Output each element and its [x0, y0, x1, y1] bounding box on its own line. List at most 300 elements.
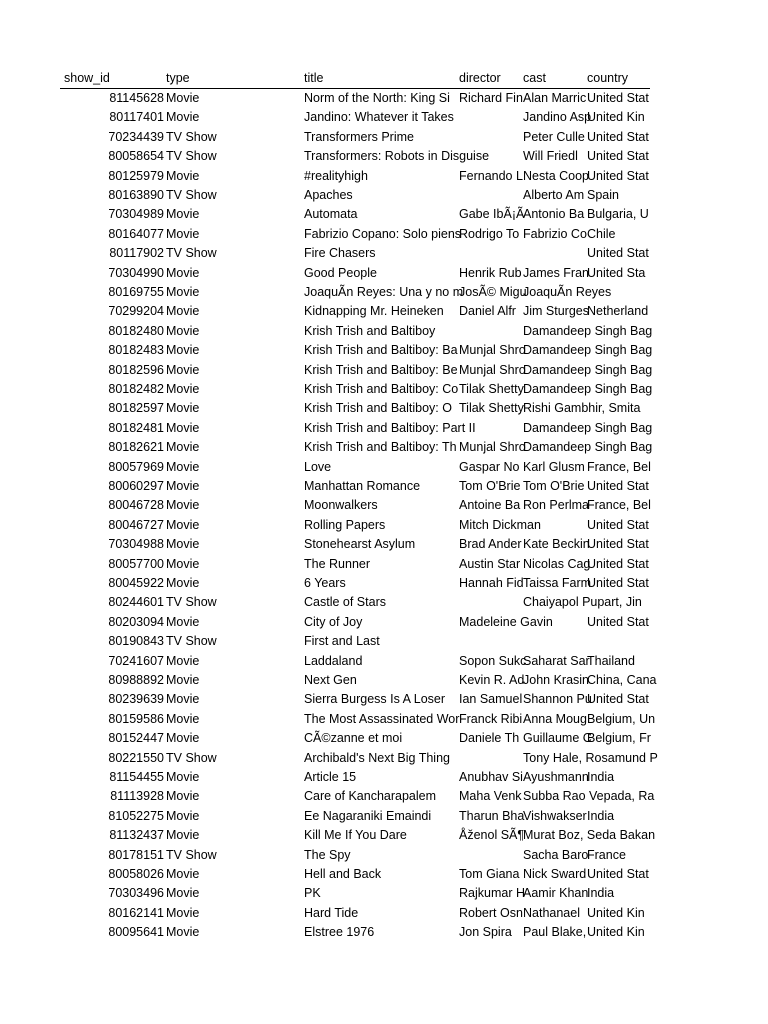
- cell-title[interactable]: Elstree 1976: [304, 925, 375, 940]
- cell-country[interactable]: United Stat: [587, 149, 649, 164]
- cell-title[interactable]: Good People: [304, 265, 377, 280]
- cell-type[interactable]: Movie: [166, 343, 200, 358]
- cell-cast[interactable]: Damandeep Singh Bag: [523, 382, 653, 396]
- cell-director[interactable]: Gaspar No: [459, 459, 520, 474]
- cell-title[interactable]: 6 Years: [304, 576, 346, 590]
- header-title[interactable]: title: [304, 71, 324, 85]
- table-row: [0, 496, 768, 515]
- cell-director[interactable]: [459, 593, 523, 612]
- cell-cast[interactable]: Subba Rao Vepada, Ra: [523, 789, 655, 804]
- cell-country[interactable]: Spain: [587, 188, 619, 202]
- cell-title[interactable]: Next Gen: [304, 673, 357, 687]
- cell-title[interactable]: PK: [304, 886, 321, 901]
- cell-title[interactable]: CÃ©zanne et moi: [304, 731, 403, 746]
- cell-cast[interactable]: [523, 516, 587, 535]
- cell-country[interactable]: United Kin: [587, 905, 645, 920]
- cell-type[interactable]: Movie: [166, 207, 200, 222]
- cell-country[interactable]: United Kin: [587, 925, 645, 940]
- cell-cast[interactable]: Aamir Khan: [523, 886, 589, 901]
- cell-show-id[interactable]: 70304990: [108, 265, 164, 280]
- cell-title[interactable]: The Runner: [304, 556, 371, 571]
- cell-country[interactable]: [587, 787, 650, 806]
- cell-cast[interactable]: Damandeep Singh Bag: [523, 343, 653, 358]
- cell-country[interactable]: [587, 341, 650, 360]
- cell-cast[interactable]: Guillaume C: [523, 731, 592, 746]
- header-row: [0, 69, 768, 88]
- cell-type[interactable]: Movie: [166, 770, 200, 784]
- cell-type[interactable]: Movie: [166, 673, 200, 687]
- table-row: [0, 613, 768, 632]
- cell-country[interactable]: India: [587, 886, 615, 901]
- table-row: [0, 399, 768, 418]
- cell-cast[interactable]: Chaiyapol Pupart, Jin: [523, 595, 642, 610]
- cell-cast[interactable]: Paul Blake,: [523, 925, 587, 940]
- cell-country[interactable]: United Stat: [587, 692, 649, 707]
- header-show-id[interactable]: show_id: [64, 71, 110, 85]
- table-row: [0, 128, 768, 147]
- cell-country[interactable]: India: [587, 808, 615, 823]
- cell-type[interactable]: Movie: [166, 362, 200, 377]
- cell-show-id[interactable]: 70304989: [108, 207, 164, 222]
- table-row: [0, 555, 768, 574]
- cell-show-id[interactable]: 80057969: [108, 459, 164, 474]
- cell-title[interactable]: Krish Trish and Baltiboy: Th: [304, 440, 457, 455]
- table-row: [0, 244, 768, 263]
- cell-cast[interactable]: James Fran: [523, 265, 589, 280]
- table-row: [0, 264, 768, 283]
- cell-cast[interactable]: John Krasin: [523, 673, 590, 687]
- cell-director[interactable]: Munjal Shro: [459, 362, 526, 377]
- cell-show-id[interactable]: 80178151: [108, 847, 164, 862]
- cell-cast[interactable]: Taissa Farm: [523, 576, 592, 590]
- cell-country[interactable]: [587, 283, 650, 302]
- table-row: [0, 787, 768, 806]
- cell-country[interactable]: France, Bel: [587, 498, 651, 513]
- cell-title[interactable]: Ee Nagaraniki Emaindi: [304, 808, 432, 823]
- cell-title[interactable]: Moonwalkers: [304, 498, 378, 513]
- cell-show-id[interactable]: 81145628: [109, 91, 164, 105]
- cell-show-id[interactable]: 80058654: [108, 149, 164, 164]
- cell-cast[interactable]: [523, 613, 587, 632]
- cell-show-id[interactable]: 80159586: [108, 711, 164, 726]
- table-row: [0, 477, 768, 496]
- cell-show-id[interactable]: 81154455: [109, 770, 164, 784]
- cell-cast[interactable]: Damandeep Singh Bag: [523, 440, 653, 455]
- cell-director[interactable]: Tom Giana: [459, 867, 520, 881]
- cell-cast[interactable]: Nicolas Cag: [523, 556, 591, 571]
- cell-cast[interactable]: Will Friedl: [523, 149, 578, 164]
- cell-title[interactable]: Krish Trish and Baltiboy: [304, 323, 436, 338]
- cell-title[interactable]: Fabrizio Copano: Solo piens: [304, 226, 462, 241]
- cell-title[interactable]: Manhattan Romance: [304, 479, 421, 493]
- cell-country[interactable]: United Stat: [587, 556, 649, 571]
- cell-type[interactable]: Movie: [166, 285, 200, 299]
- cell-country[interactable]: United Sta: [587, 265, 646, 280]
- cell-type[interactable]: TV Show: [166, 634, 217, 649]
- cell-cast[interactable]: Sacha Baro: [523, 847, 589, 862]
- cell-cast[interactable]: [523, 244, 587, 263]
- cell-director[interactable]: Tom O'Brie: [459, 479, 521, 493]
- cell-type[interactable]: Movie: [166, 828, 200, 843]
- cell-director[interactable]: Munjal Shro: [459, 440, 526, 455]
- cell-type[interactable]: Movie: [166, 382, 200, 396]
- cell-cast[interactable]: Peter Culle: [523, 129, 585, 144]
- table-row: [0, 89, 768, 108]
- cell-show-id[interactable]: 70241607: [108, 653, 164, 668]
- cell-cast[interactable]: Jim Sturges: [523, 304, 589, 319]
- cell-director[interactable]: Franck Ribi: [459, 711, 523, 726]
- cell-show-id[interactable]: 80190843: [108, 634, 164, 649]
- header-type[interactable]: type: [166, 71, 190, 85]
- cell-type[interactable]: Movie: [166, 420, 200, 435]
- cell-type[interactable]: TV Show: [166, 129, 217, 144]
- cell-type[interactable]: Movie: [166, 731, 200, 746]
- cell-show-id[interactable]: 81113928: [110, 789, 164, 804]
- table-row: [0, 341, 768, 360]
- table-row: [0, 690, 768, 709]
- cell-show-id[interactable]: 80182596: [108, 362, 164, 377]
- table-row: [0, 846, 768, 865]
- cell-director[interactable]: Anubhav Si: [459, 770, 523, 784]
- cell-country[interactable]: United Stat: [587, 168, 649, 183]
- cell-title[interactable]: Transformers Prime: [304, 129, 414, 144]
- cell-type[interactable]: Movie: [166, 692, 200, 707]
- cell-title[interactable]: Krish Trish and Baltiboy: O: [304, 401, 452, 416]
- cell-country[interactable]: China, Cana: [587, 673, 657, 687]
- cell-director[interactable]: Jon Spira: [459, 925, 512, 940]
- cell-cast[interactable]: Antonio Ba: [523, 207, 585, 222]
- cell-cast[interactable]: Damandeep Singh Bag: [523, 420, 653, 435]
- cell-type[interactable]: Movie: [166, 498, 200, 513]
- cell-type[interactable]: Movie: [166, 517, 200, 532]
- cell-country[interactable]: [587, 749, 650, 768]
- cell-show-id[interactable]: 80163890: [108, 188, 164, 202]
- cell-title[interactable]: Kill Me If You Dare: [304, 828, 407, 843]
- cell-show-id[interactable]: 80182480: [108, 323, 164, 338]
- cell-country[interactable]: France: [587, 847, 626, 862]
- cell-type[interactable]: Movie: [166, 653, 200, 668]
- cell-cast[interactable]: Kate Beckin: [523, 537, 590, 552]
- cell-country[interactable]: United Stat: [587, 479, 649, 493]
- cell-type[interactable]: TV Show: [166, 149, 217, 164]
- cell-director[interactable]: Brad Ander: [459, 537, 522, 552]
- cell-title[interactable]: Krish Trish and Baltiboy: Be: [304, 362, 458, 377]
- cell-show-id[interactable]: 70234439: [108, 129, 164, 144]
- cell-director[interactable]: Tilak Shetty: [459, 401, 524, 416]
- cell-cast[interactable]: Damandeep Singh Bag: [523, 323, 653, 338]
- cell-title[interactable]: Fire Chasers: [304, 246, 376, 261]
- cell-title[interactable]: Care of Kancharapalem: [304, 789, 437, 804]
- cell-cast[interactable]: Nathanael: [523, 905, 580, 920]
- cell-title[interactable]: Krish Trish and Baltiboy: Part II: [304, 420, 476, 435]
- cell-show-id[interactable]: 80164077: [108, 226, 164, 241]
- cell-director[interactable]: [459, 108, 523, 127]
- cell-type[interactable]: Movie: [166, 556, 200, 571]
- cell-show-id[interactable]: 80239639: [108, 692, 164, 707]
- cell-show-id[interactable]: 80046728: [108, 498, 164, 513]
- cell-show-id[interactable]: 80182483: [108, 343, 164, 358]
- cell-director[interactable]: Richard Fin: [459, 91, 523, 105]
- cell-show-id[interactable]: 80125979: [108, 168, 164, 183]
- cell-show-id[interactable]: 80057700: [108, 556, 164, 571]
- cell-director[interactable]: Mitch Dickman: [459, 517, 541, 532]
- cell-country[interactable]: United Stat: [587, 537, 649, 552]
- cell-country[interactable]: United Stat: [587, 246, 649, 261]
- cell-cast[interactable]: Fabrizio Co: [523, 226, 587, 241]
- header-country[interactable]: country: [587, 71, 628, 85]
- cell-title[interactable]: Transformers: Robots in Disguise: [304, 149, 490, 164]
- table-row: [0, 632, 768, 651]
- cell-director[interactable]: [459, 244, 523, 263]
- cell-country[interactable]: Belgium, Un: [587, 711, 656, 726]
- cell-country[interactable]: Thailand: [587, 653, 635, 668]
- cell-cast[interactable]: Ayushmann: [523, 770, 589, 784]
- cell-country[interactable]: [587, 322, 650, 341]
- cell-type[interactable]: Movie: [166, 711, 200, 726]
- cell-show-id[interactable]: 80169755: [108, 285, 164, 299]
- cell-cast[interactable]: Karl Glusm: [523, 459, 585, 474]
- cell-cast[interactable]: Alberto Am: [523, 188, 585, 202]
- cell-country[interactable]: Chile: [587, 226, 616, 241]
- cell-director[interactable]: JosÃ© Migu: [459, 285, 527, 299]
- cell-title[interactable]: #realityhigh: [304, 168, 368, 183]
- cell-cast[interactable]: Nesta Coop: [523, 168, 590, 183]
- cell-show-id[interactable]: 80182481: [108, 420, 164, 435]
- cell-director[interactable]: Tilak Shetty: [459, 382, 524, 396]
- cell-type[interactable]: TV Show: [166, 188, 217, 202]
- cell-type[interactable]: TV Show: [166, 847, 217, 862]
- cell-director[interactable]: Fernando L: [459, 168, 523, 183]
- cell-country[interactable]: [587, 399, 650, 418]
- table-row: [0, 710, 768, 729]
- cell-title[interactable]: City of Joy: [304, 614, 363, 629]
- cell-director[interactable]: [459, 632, 523, 651]
- cell-title[interactable]: Norm of the North: King Si: [304, 91, 450, 105]
- cell-cast[interactable]: JoaquÃn Reyes: [523, 285, 612, 299]
- cell-type[interactable]: TV Show: [166, 246, 217, 261]
- cell-type[interactable]: Movie: [166, 614, 200, 629]
- table-row: [0, 652, 768, 671]
- header-cast[interactable]: cast: [523, 71, 546, 85]
- cell-type[interactable]: Movie: [166, 808, 200, 823]
- cell-show-id[interactable]: 80095641: [108, 925, 164, 940]
- cell-show-id[interactable]: 70303496: [108, 886, 164, 901]
- cell-director[interactable]: [459, 147, 523, 166]
- cell-cast[interactable]: Murat Boz, Seda Bakan: [523, 828, 656, 843]
- cell-director[interactable]: Madeleine Gavin: [459, 614, 553, 629]
- cell-show-id[interactable]: 80117902: [109, 246, 164, 261]
- cell-show-id[interactable]: 80162141: [108, 905, 164, 920]
- cell-type[interactable]: Movie: [166, 576, 200, 590]
- cell-director[interactable]: Sopon Sukc: [459, 653, 527, 668]
- cell-cast[interactable]: Damandeep Singh Bag: [523, 362, 653, 377]
- cell-title[interactable]: Love: [304, 459, 332, 474]
- cell-director[interactable]: Rodrigo To: [459, 226, 520, 241]
- table-row: [0, 535, 768, 554]
- cell-type[interactable]: Movie: [166, 905, 200, 920]
- cell-show-id[interactable]: 81132437: [109, 828, 164, 843]
- cell-director[interactable]: Henrik Rub: [459, 265, 522, 280]
- cell-show-id[interactable]: 80203094: [108, 614, 164, 629]
- cell-type[interactable]: Movie: [166, 168, 200, 183]
- table-row: [0, 865, 768, 884]
- cell-country[interactable]: Netherland: [587, 304, 649, 319]
- cell-title[interactable]: Krish Trish and Baltiboy: Co: [304, 382, 459, 396]
- cell-type[interactable]: Movie: [166, 304, 200, 319]
- table-row: [0, 186, 768, 205]
- cell-show-id[interactable]: 80182482: [108, 382, 164, 396]
- table-row: [0, 749, 768, 768]
- cell-director[interactable]: [459, 186, 523, 205]
- cell-director[interactable]: [459, 322, 523, 341]
- cell-director[interactable]: Ian Samuel: [459, 692, 523, 707]
- cell-director[interactable]: Hannah Fid: [459, 576, 524, 590]
- cell-show-id[interactable]: 80058026: [108, 867, 164, 881]
- cell-show-id[interactable]: 80060297: [108, 479, 164, 493]
- cell-director[interactable]: Rajkumar H: [459, 886, 525, 901]
- cell-country[interactable]: [587, 632, 650, 651]
- cell-cast[interactable]: Rishi Gambhir, Smita: [523, 401, 641, 416]
- cell-show-id[interactable]: 80045922: [108, 576, 164, 590]
- cell-title[interactable]: The Spy: [304, 847, 351, 862]
- cell-country[interactable]: United Stat: [587, 867, 649, 881]
- table-row: [0, 574, 768, 593]
- cell-title[interactable]: Laddaland: [304, 653, 363, 668]
- cell-show-id[interactable]: 70299204: [108, 304, 164, 319]
- cell-show-id[interactable]: 80244601: [108, 595, 164, 610]
- cell-title[interactable]: Castle of Stars: [304, 595, 386, 610]
- cell-cast[interactable]: Ron Perlma: [523, 498, 589, 513]
- cell-type[interactable]: Movie: [166, 867, 200, 881]
- cell-type[interactable]: Movie: [166, 925, 200, 940]
- cell-title[interactable]: JoaquÃn Reyes: Una y no m: [304, 285, 464, 299]
- cell-type[interactable]: TV Show: [166, 595, 217, 610]
- cell-show-id[interactable]: 80117401: [109, 110, 164, 125]
- cell-country[interactable]: United Stat: [587, 517, 649, 532]
- cell-country[interactable]: [587, 361, 650, 380]
- cell-country[interactable]: Bulgaria, U: [587, 207, 649, 222]
- cell-type[interactable]: Movie: [166, 886, 200, 901]
- cell-country[interactable]: [587, 438, 650, 457]
- cell-show-id[interactable]: 70304988: [108, 537, 164, 552]
- cell-director[interactable]: [459, 128, 523, 147]
- cell-show-id[interactable]: 81052275: [108, 808, 164, 823]
- cell-type[interactable]: Movie: [166, 110, 200, 125]
- cell-country[interactable]: India: [587, 770, 615, 784]
- cell-country[interactable]: United Stat: [587, 576, 649, 590]
- cell-country[interactable]: France, Bel: [587, 459, 651, 474]
- cell-show-id[interactable]: 80152447: [108, 731, 164, 746]
- cell-show-id[interactable]: 80221550: [108, 750, 164, 765]
- table-row: [0, 768, 768, 787]
- cell-type[interactable]: TV Show: [166, 750, 217, 765]
- cell-type[interactable]: Movie: [166, 323, 200, 338]
- cell-cast[interactable]: Alan Marric: [523, 91, 587, 105]
- cell-type[interactable]: Movie: [166, 226, 200, 241]
- cell-title[interactable]: Stonehearst Asylum: [304, 537, 416, 552]
- cell-title[interactable]: First and Last: [304, 634, 380, 649]
- cell-type[interactable]: Movie: [166, 459, 200, 474]
- cell-title[interactable]: Sierra Burgess Is A Loser: [304, 692, 446, 707]
- cell-director[interactable]: Kevin R. Ad: [459, 673, 525, 687]
- table-row: [0, 671, 768, 690]
- cell-title[interactable]: Hell and Back: [304, 867, 382, 881]
- cell-title[interactable]: Jandino: Whatever it Takes: [304, 110, 454, 125]
- header-director[interactable]: director: [459, 71, 501, 85]
- cell-title[interactable]: Hard Tide: [304, 905, 359, 920]
- cell-country[interactable]: [587, 380, 650, 399]
- cell-director[interactable]: Åženol SÃ¶: [459, 828, 525, 843]
- cell-director[interactable]: Munjal Shro: [459, 343, 526, 358]
- cell-cast[interactable]: Saharat Sar: [523, 653, 590, 668]
- cell-director[interactable]: Daniele Th: [459, 731, 520, 746]
- cell-show-id[interactable]: 80182597: [108, 401, 164, 416]
- cell-title[interactable]: Article 15: [304, 770, 357, 784]
- table-row: [0, 322, 768, 341]
- cell-country[interactable]: United Stat: [587, 129, 649, 144]
- cell-type[interactable]: Movie: [166, 479, 200, 493]
- cell-cast[interactable]: Shannon Pu: [523, 692, 592, 707]
- table-row: [0, 884, 768, 903]
- cell-title[interactable]: Krish Trish and Baltiboy: Ba: [304, 343, 458, 358]
- cell-title[interactable]: Kidnapping Mr. Heineken: [304, 304, 444, 319]
- cell-country[interactable]: [587, 593, 650, 612]
- cell-director[interactable]: Robert Osn: [459, 905, 523, 920]
- cell-title[interactable]: Archibald's Next Big Thing: [304, 750, 450, 765]
- cell-cast[interactable]: Vishwakser: [523, 808, 587, 823]
- cell-title[interactable]: Rolling Papers: [304, 517, 386, 532]
- cell-show-id[interactable]: 80988892: [108, 673, 164, 687]
- cell-type[interactable]: Movie: [166, 440, 200, 455]
- cell-show-id[interactable]: 80182621: [108, 440, 164, 455]
- cell-director[interactable]: Maha Venk: [459, 789, 522, 804]
- cell-director[interactable]: [459, 419, 523, 438]
- cell-cast[interactable]: Jandino Asp: [523, 110, 592, 125]
- cell-director[interactable]: Austin Star: [459, 556, 521, 571]
- cell-type[interactable]: Movie: [166, 537, 200, 552]
- cell-director[interactable]: [459, 846, 523, 865]
- cell-director[interactable]: Tharun Bha: [459, 808, 525, 823]
- cell-country[interactable]: [587, 419, 650, 438]
- cell-cast[interactable]: [523, 632, 587, 651]
- cell-show-id[interactable]: 80046727: [108, 517, 164, 532]
- cell-type[interactable]: Movie: [166, 91, 200, 105]
- cell-country[interactable]: United Kin: [587, 110, 645, 125]
- cell-director[interactable]: [459, 749, 523, 768]
- cell-country[interactable]: United Stat: [587, 614, 649, 629]
- cell-cast[interactable]: Tom O'Brie: [523, 479, 585, 493]
- cell-title[interactable]: Automata: [304, 207, 358, 222]
- cell-title[interactable]: Apaches: [304, 188, 353, 202]
- cell-type[interactable]: Movie: [166, 789, 200, 804]
- cell-type[interactable]: Movie: [166, 401, 200, 416]
- cell-director[interactable]: Antoine Ba: [459, 498, 521, 513]
- cell-type[interactable]: Movie: [166, 265, 200, 280]
- table-row: [0, 826, 768, 845]
- cell-country[interactable]: Belgium, Fr: [587, 731, 651, 746]
- cell-cast[interactable]: Nick Sward: [523, 867, 587, 881]
- cell-cast[interactable]: Tony Hale, Rosamund P: [523, 750, 658, 765]
- cell-country[interactable]: United Stat: [587, 91, 649, 105]
- cell-director[interactable]: Gabe IbÃ¡Ã: [459, 207, 525, 222]
- table-row: [0, 729, 768, 748]
- table-row: [0, 419, 768, 438]
- cell-country[interactable]: [587, 826, 650, 845]
- cell-title[interactable]: The Most Assassinated Wor: [304, 711, 460, 726]
- table-row: [0, 438, 768, 457]
- cell-cast[interactable]: Anna Moug: [523, 711, 587, 726]
- cell-director[interactable]: Daniel Alfr: [459, 304, 516, 319]
